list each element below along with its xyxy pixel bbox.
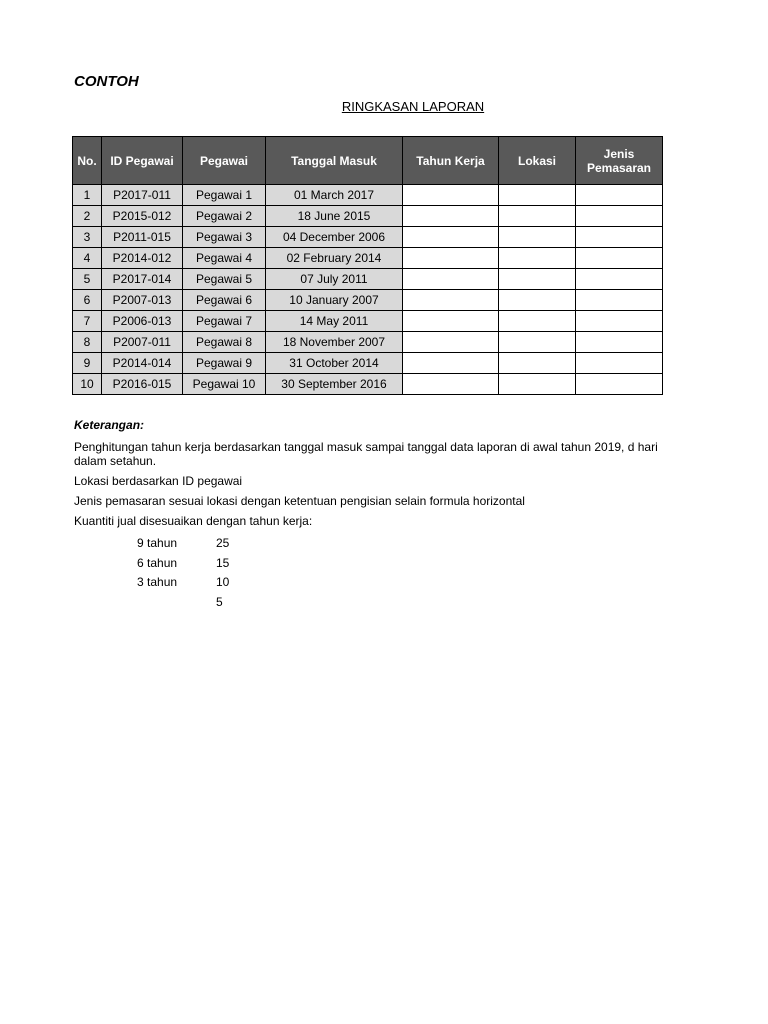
quantity-value: 5	[216, 594, 223, 609]
cell-lokasi[interactable]	[499, 269, 576, 290]
cell-tanggal: 18 June 2015	[266, 206, 403, 227]
note-line: Kuantiti jual disesuaikan dengan tahun kerja:	[74, 514, 313, 528]
cell-no: 3	[73, 227, 102, 248]
cell-lokasi[interactable]	[499, 227, 576, 248]
cell-no: 10	[73, 374, 102, 395]
cell-tahun-kerja[interactable]	[403, 353, 499, 374]
cell-tanggal: 10 January 2007	[266, 290, 403, 311]
cell-jenis-pemasaran[interactable]	[576, 353, 663, 374]
cell-no: 6	[73, 290, 102, 311]
header-tanggal-masuk: Tanggal Masuk	[266, 137, 403, 185]
header-no: No.	[73, 137, 102, 185]
cell-lokasi[interactable]	[499, 311, 576, 332]
table-row	[73, 269, 663, 290]
cell-pegawai: Pegawai 7	[183, 311, 266, 332]
table-row	[73, 185, 663, 206]
cell-jenis-pemasaran[interactable]	[576, 374, 663, 395]
cell-tahun-kerja[interactable]	[403, 206, 499, 227]
cell-tanggal: 30 September 2016	[266, 374, 403, 395]
cell-pegawai: Pegawai 8	[183, 332, 266, 353]
cell-no: 7	[73, 311, 102, 332]
notes-title: Keterangan:	[74, 418, 145, 432]
table-header-row	[73, 137, 663, 185]
cell-pegawai: Pegawai 6	[183, 290, 266, 311]
cell-lokasi[interactable]	[499, 374, 576, 395]
cell-lokasi[interactable]	[499, 206, 576, 227]
cell-pegawai: Pegawai 2	[183, 206, 266, 227]
header-tahun-kerja: Tahun Kerja	[403, 137, 499, 185]
cell-tahun-kerja[interactable]	[403, 227, 499, 248]
table-row	[73, 332, 663, 353]
header-pegawai: Pegawai	[183, 137, 266, 185]
table-row	[73, 290, 663, 311]
cell-tanggal: 31 October 2014	[266, 353, 403, 374]
quantity-value: 10	[216, 575, 230, 589]
table-row	[73, 206, 663, 227]
table-row	[73, 311, 663, 332]
report-title: RINGKASAN LAPORAN	[341, 99, 485, 114]
cell-id: P2006-013	[102, 311, 183, 332]
cell-tahun-kerja[interactable]	[403, 332, 499, 353]
cell-tanggal: 04 December 2006	[266, 227, 403, 248]
cell-pegawai: Pegawai 10	[183, 374, 266, 395]
quantity-label: 9 tahun	[137, 536, 178, 550]
cell-pegawai: Pegawai 4	[183, 248, 266, 269]
cell-tahun-kerja[interactable]	[403, 374, 499, 395]
cell-tanggal: 02 February 2014	[266, 248, 403, 269]
quantity-value: 25	[216, 536, 230, 550]
cell-jenis-pemasaran[interactable]	[576, 248, 663, 269]
table-row	[73, 353, 663, 374]
cell-id: P2016-015	[102, 374, 183, 395]
table-row	[73, 227, 663, 248]
cell-id: P2014-012	[102, 248, 183, 269]
cell-tanggal: 14 May 2011	[266, 311, 403, 332]
cell-no: 5	[73, 269, 102, 290]
cell-lokasi[interactable]	[499, 185, 576, 206]
cell-lokasi[interactable]	[499, 248, 576, 269]
cell-jenis-pemasaran[interactable]	[576, 185, 663, 206]
cell-no: 8	[73, 332, 102, 353]
header-jenis-pemasaran: Jenis Pemasaran	[576, 137, 663, 185]
cell-jenis-pemasaran[interactable]	[576, 311, 663, 332]
quantity-row	[74, 575, 274, 595]
header-lokasi: Lokasi	[499, 137, 576, 185]
cell-jenis-pemasaran[interactable]	[576, 290, 663, 311]
quantity-value: 15	[216, 555, 230, 570]
report-table	[72, 136, 663, 395]
cell-tahun-kerja[interactable]	[403, 290, 499, 311]
cell-jenis-pemasaran[interactable]	[576, 269, 663, 290]
note-line: Lokasi berdasarkan ID pegawai	[74, 474, 243, 488]
cell-id: P2017-014	[102, 269, 183, 290]
cell-id: P2015-012	[102, 206, 183, 227]
cell-no: 1	[73, 185, 102, 206]
table-row	[73, 248, 663, 269]
quantity-label: 3 tahun	[137, 575, 178, 589]
cell-id: P2014-014	[102, 353, 183, 374]
cell-jenis-pemasaran[interactable]	[576, 227, 663, 248]
quantity-list	[74, 536, 274, 614]
cell-id: P2011-015	[102, 227, 183, 248]
cell-id: P2017-011	[102, 185, 183, 206]
quantity-row	[74, 556, 274, 576]
quantity-label: 6 tahun	[137, 555, 178, 570]
cell-pegawai: Pegawai 5	[183, 269, 266, 290]
cell-jenis-pemasaran[interactable]	[576, 206, 663, 227]
page-heading: CONTOH	[74, 73, 139, 90]
note-line: Penghitungan tahun kerja berdasarkan tanggal masuk sampai tanggal data laporan di awal tahun 2019, d hari dalam setahun.	[74, 440, 658, 468]
cell-id: P2007-011	[102, 332, 183, 353]
cell-tanggal: 18 November 2007	[266, 332, 403, 353]
cell-tahun-kerja[interactable]	[403, 311, 499, 332]
notes-section	[74, 418, 674, 534]
cell-tahun-kerja[interactable]	[403, 185, 499, 206]
note-line: Jenis pemasaran sesuai lokasi dengan ketentuan pengisian selain formula horizontal	[74, 494, 525, 508]
cell-lokasi[interactable]	[499, 332, 576, 353]
cell-tanggal: 07 July 2011	[266, 269, 403, 290]
cell-no: 4	[73, 248, 102, 269]
table-row	[73, 374, 663, 395]
cell-lokasi[interactable]	[499, 353, 576, 374]
cell-pegawai: Pegawai 3	[183, 227, 266, 248]
cell-tahun-kerja[interactable]	[403, 269, 499, 290]
cell-no: 2	[73, 206, 102, 227]
cell-tahun-kerja[interactable]	[403, 248, 499, 269]
quantity-row	[74, 595, 274, 615]
cell-pegawai: Pegawai 1	[183, 185, 266, 206]
quantity-row	[74, 536, 274, 556]
cell-tanggal: 01 March 2017	[266, 185, 403, 206]
cell-lokasi[interactable]	[499, 290, 576, 311]
cell-jenis-pemasaran[interactable]	[576, 332, 663, 353]
cell-no: 9	[73, 353, 102, 374]
cell-id: P2007-013	[102, 290, 183, 311]
cell-pegawai: Pegawai 9	[183, 353, 266, 374]
header-id-pegawai: ID Pegawai	[102, 137, 183, 185]
